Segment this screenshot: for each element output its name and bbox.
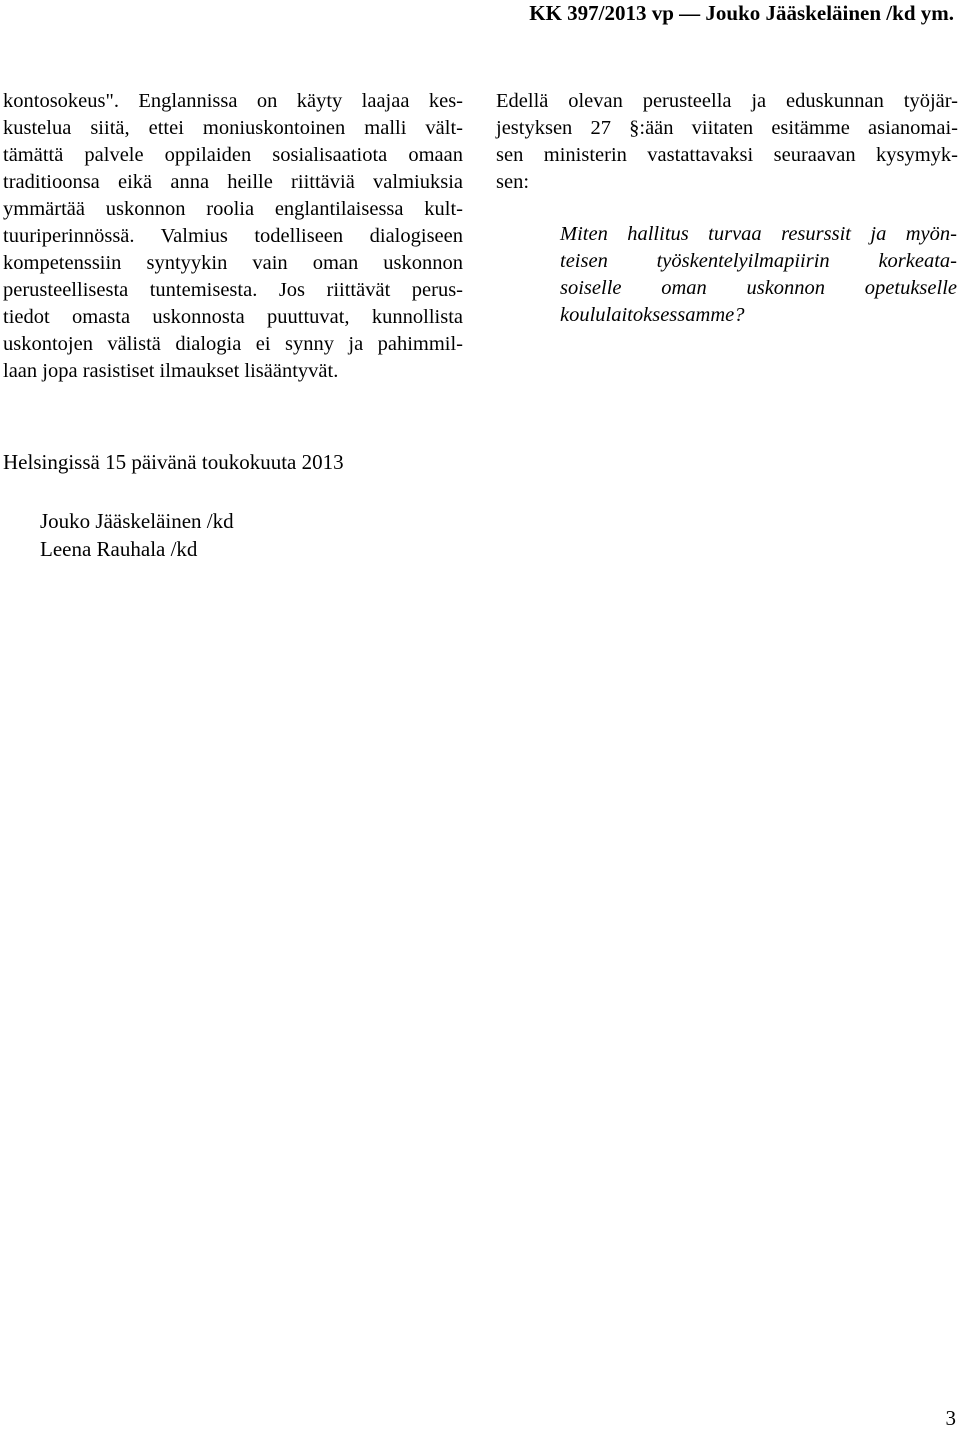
question-line: koululaitoksessamme?: [560, 304, 745, 326]
text-line: perusteellisesta tuntemisesta. Jos riittävät perus-: [3, 279, 463, 301]
right-text-column: [496, 88, 958, 196]
text-line: traditioonsa eikä anna heille riittäviä valmiuksia: [3, 171, 463, 193]
text-line: tuuriperinnössä. Valmius todelliseen dialogiseen: [3, 225, 463, 247]
text-line: laan jopa rasistiset ilmaukset lisääntyvät.: [3, 360, 339, 382]
question-line: Miten hallitus turvaa resurssit ja myön-: [560, 223, 957, 245]
text-line: kustelua siitä, ettei moniuskontoinen malli vält-: [3, 117, 463, 139]
page-number: 3: [945, 1406, 956, 1430]
text-line: Edellä olevan perusteella ja eduskunnan työjär-: [496, 90, 958, 112]
question-line: soiselle oman uskonnon opetukselle: [560, 277, 957, 299]
text-line: tiedot omasta uskonnosta puuttuvat, kunnollista: [3, 306, 463, 328]
text-line: kompetenssiin syntyykin vain oman uskonnon: [3, 252, 463, 274]
text-line: kontosokeus". Englannissa on käyty laajaa kes-: [3, 90, 463, 112]
question-line: teisen työskentelyilmapiirin korkeata-: [560, 250, 957, 272]
page-header: KK 397/2013 vp — Jouko Jääskeläinen /kd ym.: [529, 1, 954, 25]
text-line: sen ministerin vastattavaksi seuraavan kysymyk-: [496, 144, 958, 166]
signer-name: Leena Rauhala /kd: [40, 537, 198, 561]
text-line: uskontojen välistä dialogia ei synny ja pahimmil-: [3, 333, 463, 355]
signer-name: Jouko Jääskeläinen /kd: [40, 509, 234, 533]
left-text-column: [3, 88, 463, 385]
text-line: sen:: [496, 171, 530, 193]
place-and-date: Helsingissä 15 päivänä toukokuuta 2013: [3, 450, 344, 474]
text-line: ymmärtää uskonnon roolia englantilaisessa kult-: [3, 198, 463, 220]
signers-list: [40, 507, 234, 563]
text-line: jestyksen 27 §:ään viitaten esitämme asianomai-: [496, 117, 958, 139]
question-text: [560, 221, 957, 329]
text-line: tämättä palvele oppilaiden sosialisaatiota omaan: [3, 144, 463, 166]
